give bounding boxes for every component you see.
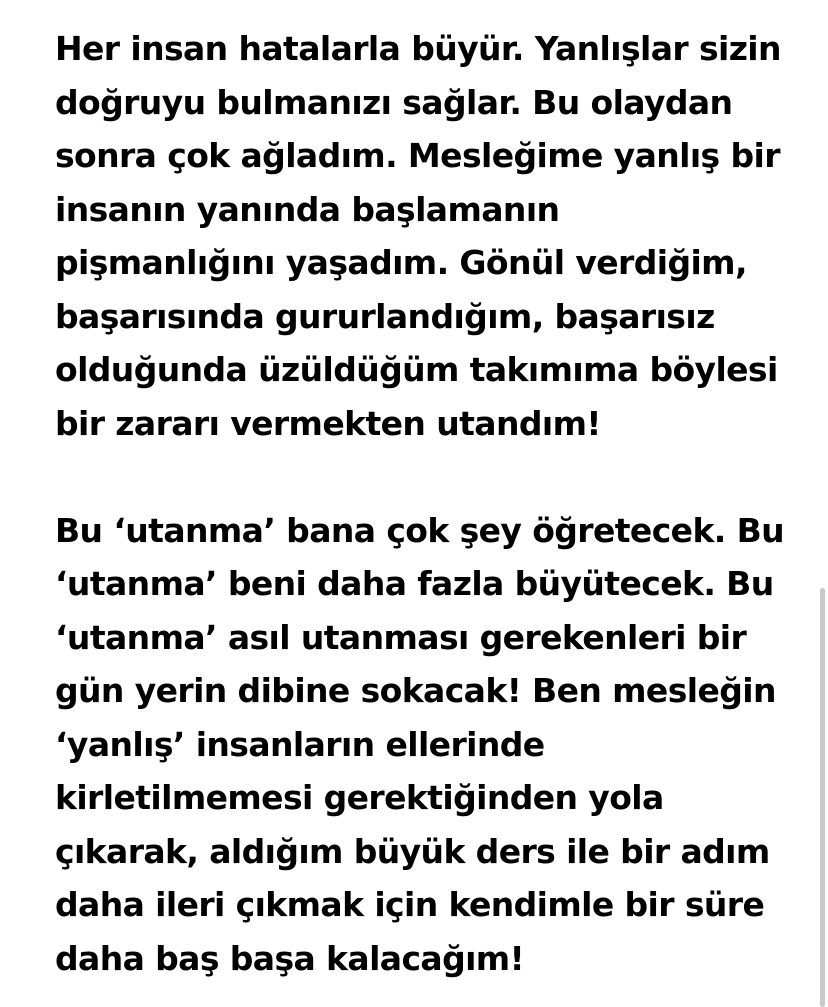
text-line: ‘utanma’ beni daha fazla büyütecek. Bu xyxy=(55,564,774,603)
text-line: kirletilmemesi gerektiğinden yola xyxy=(55,778,664,817)
text-line: bir zararı vermekten utandım! xyxy=(55,403,601,443)
paragraph-2 xyxy=(55,504,795,986)
text-line: daha baş başa kalacağım! xyxy=(55,938,525,978)
text-line: Her insan hatalarla büyür. Yanlışlar sizin xyxy=(55,29,781,68)
note-body xyxy=(55,22,795,985)
text-line: ‘utanma’ asıl utanması gerekenleri bir xyxy=(55,617,747,657)
text-line: başarısında gururlandığım, başarısız xyxy=(55,296,715,336)
text-line: pişmanlığını yaşadım. Gönül verdiğim, xyxy=(55,243,747,282)
text-line: gün yerin dibine sokacak! Ben mesleğin xyxy=(55,671,776,710)
text-line: doğruyu bulmanızı sağlar. Bu olaydan xyxy=(55,82,733,122)
text-line: insanın yanında başlamanın xyxy=(55,189,560,229)
text-line: ‘yanlış’ insanların ellerinde xyxy=(55,724,545,764)
text-line: sonra çok ağladım. Mesleğime yanlış bir xyxy=(55,136,780,175)
text-line: olduğunda üzüldüğüm takımıma böylesi xyxy=(55,350,778,389)
vertical-scrollbar[interactable] xyxy=(820,588,825,1007)
text-line: Bu ‘utanma’ bana çok şey öğretecek. Bu xyxy=(55,510,785,550)
text-line: daha ileri çıkmak için kendimle bir süre xyxy=(55,885,765,924)
text-line: çıkarak, aldığım büyük ders ile bir adım xyxy=(55,831,770,871)
paragraph-spacer xyxy=(55,450,795,504)
paragraph-1 xyxy=(55,22,795,450)
